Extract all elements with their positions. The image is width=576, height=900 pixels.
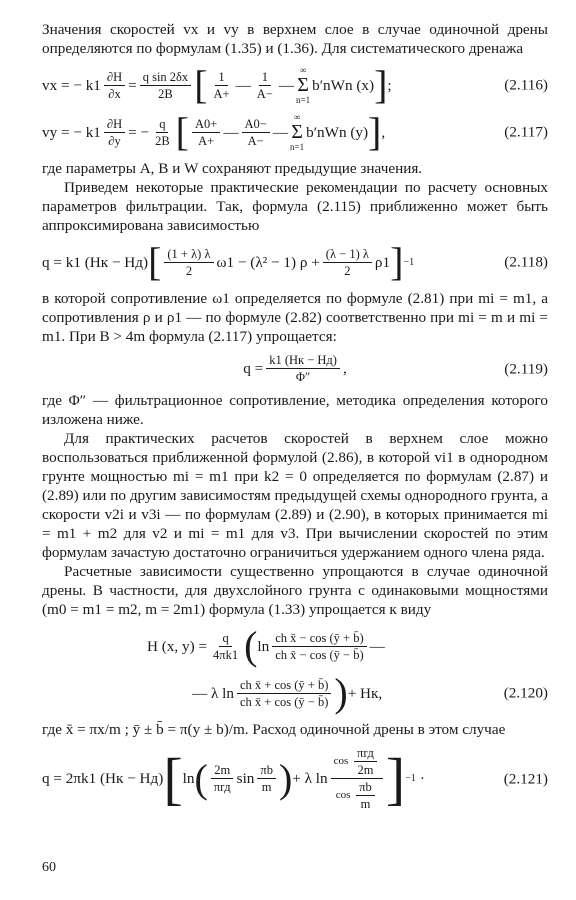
page-number: 60 [42,860,56,875]
equation-number: (2.116) [504,76,548,94]
equation-number: (2.117) [504,123,548,141]
sum-symbol: ∞ Σ n=1 [296,65,311,105]
equation-2-116: vx = − k1 $\frac{\partial H}{\partial x}$ = $\frac{\text{q sin 2δx}}{2B}$ [ $\frac{1}{A+}$ — $\frac{1}{A-}$ — ∞ Σ n=1 b′nWn (x) ] ; (2.116) [42,62,548,107]
paragraph: в которой сопротивление ω1 определяется по формуле (2.81) при mi = m1, а сопротивления ρ и ρ1 — по формуле (2.82) соответственно при mi = m и mi = m1. При B > 4m формула (2.117) упрощается: [42,290,548,345]
equation-2-118: q = k1 (Hк − Hд) [ $\frac{(1 + \lambda) \lambda}{2}$ ω1 − (λ² − 1) ρ + $\frac{(\lambda - 1) \lambda}{2}$ ρ1 ] −1 (2.118) [42,239,548,284]
paragraph: Приведем некоторые практические рекомендации по расчету основных параметров фильтрации. Так, формула (2.115) приближенно может быть аппроксимирована зависимостью [42,179,548,234]
equation-2-119: q = $\frac{k1 (Hк - Hд)}{\Phi''}$ , (2.119) [243,353,548,384]
equation-number: (2.121) [503,770,548,787]
fraction: $\frac{1}{A+}$ [213,69,230,101]
fraction: $\frac{\partial H}{\partial x}$ [104,70,125,101]
paragraph: где x̄ = πx/m ; ȳ ± b̄ = π(y ± b)/m. Расход одиночной дрены в этом случае [42,721,506,738]
fraction: $\frac{1}{A-}$ [256,69,273,101]
paragraph: Для практических расчетов скоростей в верхнем слое можно воспользоваться приближенной формулой (2.86), в которой vi1 в однородном грунте мощностью mi = m1 при k2 = 0 определяется по формулам (2.87) и (2.89) или по другим зависимостям предыдущей схемы однородного грунта, а скорости v2i и v3i — по формулам (2.89) и (2.90), в которых принимается mi = m1 + m2 для v2 и mi = m1 для v3. При вычислении скоростей по этим формулам зачастую достаточно ограничиться удержанием одного члена ряда. [42,430,548,561]
equation-2-121: q = 2πk1 (Hк − Hд) [ ln ( $\frac{2m}{\text{πrд}}$ sin $\frac{\pi b}{m}$ ) + λ ln cos $\frac{\text{πrд}}{2m}$ cos $\frac{\pi b}{m}$ ] −1 · (2.121) [42,745,548,811]
equation-number: (2.119) [504,360,548,377]
equation-2-120-line-1: H (x, y) = $\frac{q}{4\pi k1}$ ( ln $\frac{\text{ch x̄ − cos (ȳ + b̄)}}{\text{ch x̄ − cos (ȳ − b̄)}}$ — [147,623,385,668]
equation-2-117: vy = − k1 $\frac{\partial H}{\partial y}$ = − $\frac{q}{2B}$ [ $\frac{A0+}{A+}$ — $\frac{A0-}{A-}$ — ∞ Σ n=1 b′nWn (y) ] , (2.117) [42,109,548,154]
fraction: $\frac{\text{q sin 2δx}}{2B}$ [140,70,191,101]
equation-2-120-line-2: — λ ln $\frac{\text{ch x̄ + cos (ȳ + b̄)}}{\text{ch x̄ + cos (ȳ − b̄)}}$ ) + Hк, (2.120) [192,670,548,715]
equation-number: (2.118) [504,253,548,271]
paragraph: Расчетные зависимости существенно упрощаются в случае одиночной дрены. В частности, для двухслойного грунта с одинаковыми мощностями (m0 = m1 = m2, m = 2m1) формула (1.33) упрощается к виду [42,563,548,618]
paragraph: Значения скоростей vx и vy в верхнем слое в случае одиночной дрены определяются по формулам (1.35) и (1.36). Для систематического дренажа [42,21,548,57]
sum-symbol: ∞ Σ n=1 [290,112,305,152]
equation-number: (2.120) [503,684,548,702]
paragraph: где параметры A, B и W сохраняют предыдущие значения. [42,160,423,177]
paragraph: где Φ″ — фильтрационное сопротивление, методика определения которого изложена ниже. [42,392,548,428]
